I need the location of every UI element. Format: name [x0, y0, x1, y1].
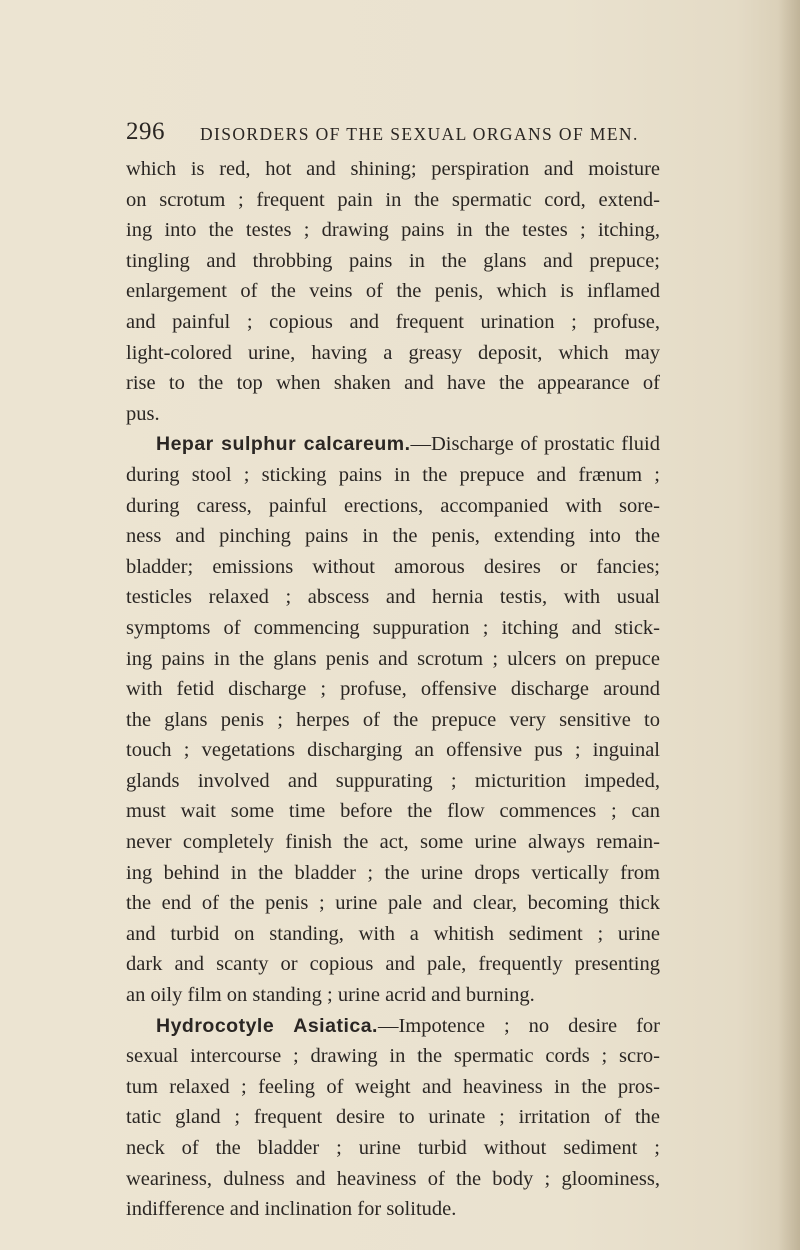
remedy-paragraph-start — [126, 1011, 660, 1042]
text-line: dark and scanty or copious and pale, frequently presenting — [126, 953, 660, 976]
text-line: rise to the top when shaken and have the appearance of — [126, 372, 660, 395]
text-line: glands involved and suppurating ; micturition impeded, — [126, 769, 660, 792]
text-line: must wait some time before the flow commences ; can — [126, 800, 660, 823]
text-line: ness and pinching pains in the penis, extending into the — [126, 525, 660, 548]
running-head: DISORDERS OF THE SEXUAL ORGANS OF MEN. — [200, 124, 639, 144]
text-line: symptoms of commencing suppuration ; itching and stick- — [126, 616, 660, 639]
body-text — [126, 154, 660, 1225]
page-number: 296 — [126, 118, 165, 145]
text-line: —Impotence ; no desire for — [377, 1014, 660, 1037]
text-line: during stool ; sticking pains in the prepuce and frænum ; — [126, 463, 660, 486]
text-line: never completely finish the act, some urine always remain- — [126, 831, 660, 854]
text-line: which is red, hot and shining; perspiration and moisture — [126, 158, 660, 180]
text-line: on scrotum ; frequent pain in the spermatic cord, extend- — [126, 188, 660, 211]
text-line: touch ; vegetations discharging an offensive pus ; inguinal — [126, 739, 660, 762]
text-line: bladder; emissions without amorous desires or fancies; — [126, 555, 660, 578]
text-line: with fetid discharge ; profuse, offensive discharge around — [126, 678, 660, 701]
page-header — [126, 118, 686, 148]
text-line: weariness, dulness and heaviness of the body ; gloominess, — [126, 1167, 660, 1190]
text-line: tingling and throbbing pains in the glans and prepuce; — [126, 249, 660, 272]
text-line: —Discharge of prostatic fluid — [410, 433, 660, 456]
text-line: an oily film on standing ; urine acrid and burning. — [126, 984, 535, 1007]
text-line: the glans penis ; herpes of the prepuce very sensitive to — [126, 708, 660, 731]
text-line: and turbid on standing, with a whitish sediment ; urine — [126, 922, 660, 945]
text-line: ing behind in the bladder ; the urine drops vertically from — [126, 861, 660, 884]
text-line: tum relaxed ; feeling of weight and heaviness in the pros- — [126, 1075, 660, 1098]
text-line: sexual intercourse ; drawing in the spermatic cords ; scro- — [126, 1045, 660, 1068]
text-line: ing into the testes ; drawing pains in the testes ; itching, — [126, 219, 660, 242]
text-line: testicles relaxed ; abscess and hernia testis, with usual — [126, 586, 660, 609]
text-line: tatic gland ; frequent desire to urinate ; irritation of the — [126, 1106, 660, 1129]
text-line: and painful ; copious and frequent urination ; profuse, — [126, 310, 660, 333]
text-line: ing pains in the glans penis and scrotum ; ulcers on prepuce — [126, 647, 660, 670]
text-line: enlargement of the veins of the penis, which is inflamed — [126, 280, 660, 303]
text-line: during caress, painful erections, accompanied with sore- — [126, 494, 660, 517]
text-line: neck of the bladder ; urine turbid without sediment ; — [126, 1137, 660, 1159]
remedy-name: Hepar sulphur calcareum. — [156, 433, 411, 456]
text-line: light-colored urine, having a greasy deposit, which may — [126, 341, 660, 364]
remedy-name: Hydrocotyle Asiatica. — [156, 1014, 378, 1037]
remedy-paragraph-start — [126, 429, 660, 460]
text-line: indifference and inclination for solitude. — [126, 1198, 457, 1221]
text-line: pus. — [126, 402, 160, 425]
text-line: the end of the penis ; urine pale and clear, becoming thick — [126, 892, 660, 915]
page-edge-shadow — [778, 0, 800, 1250]
